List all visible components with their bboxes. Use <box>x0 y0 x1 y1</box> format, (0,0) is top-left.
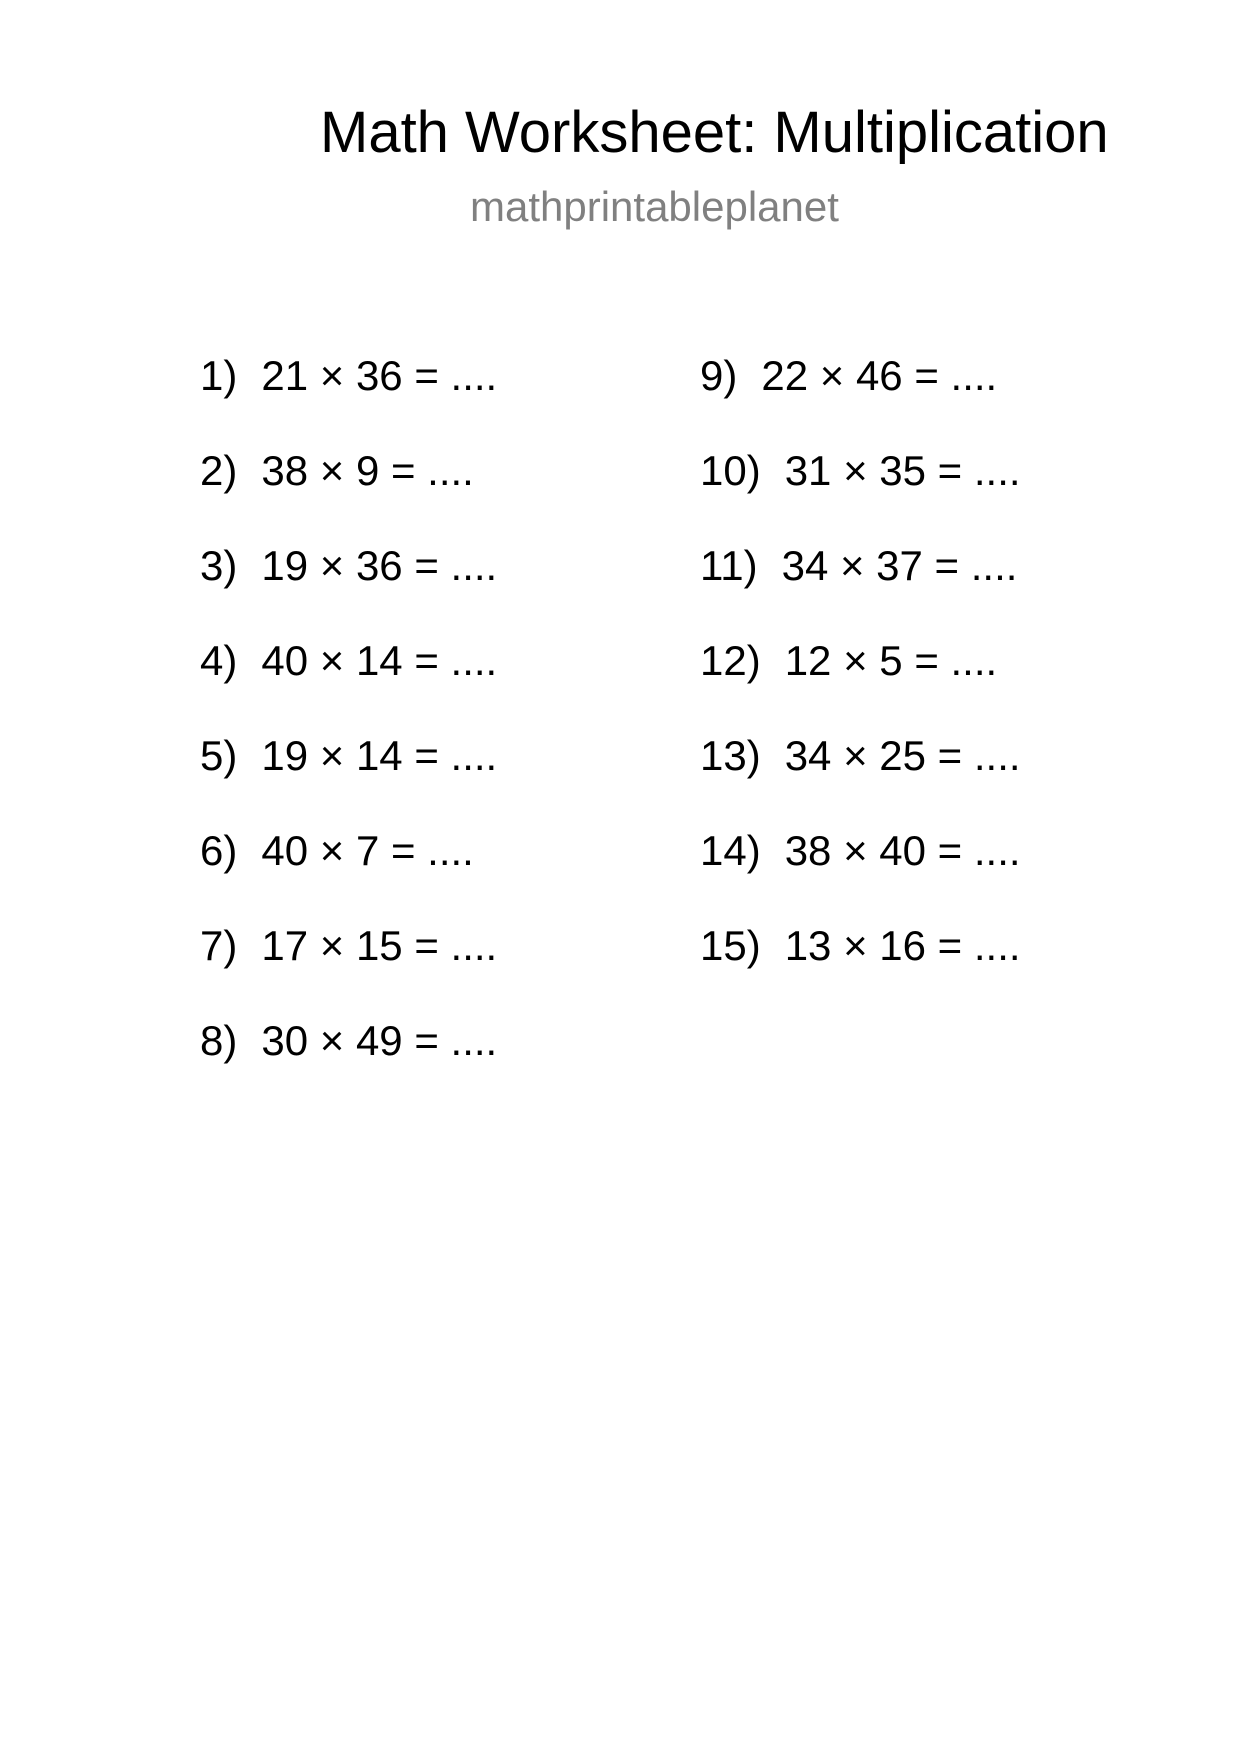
problem-item <box>200 446 474 496</box>
problem-item <box>700 921 1021 971</box>
problem-item <box>700 826 1021 876</box>
problem-number: 10) <box>700 447 761 494</box>
problem-expression: 40 × 14 = .... <box>261 637 498 684</box>
problem-number: 7) <box>200 922 238 969</box>
problem-item <box>200 921 497 971</box>
problem-expression: 12 × 5 = .... <box>784 637 998 684</box>
problem-item <box>200 351 497 401</box>
problem-item <box>200 1016 497 1066</box>
problem-item <box>200 826 474 876</box>
problem-expression: 30 × 49 = .... <box>261 1017 498 1064</box>
problem-number: 9) <box>700 352 738 399</box>
problem-expression: 19 × 36 = .... <box>261 542 498 589</box>
problem-number: 4) <box>200 637 238 684</box>
problem-number: 2) <box>200 447 238 494</box>
problem-expression: 38 × 40 = .... <box>784 827 1021 874</box>
worksheet-title: Math Worksheet: Multiplication <box>320 100 1109 165</box>
problem-expression: 21 × 36 = .... <box>261 352 498 399</box>
problem-item <box>200 731 497 781</box>
problem-number: 3) <box>200 542 238 589</box>
problem-expression: 31 × 35 = .... <box>784 447 1021 494</box>
problem-item <box>200 636 497 686</box>
problem-expression: 38 × 9 = .... <box>261 447 474 494</box>
problem-item <box>200 541 497 591</box>
problem-number: 8) <box>200 1017 238 1064</box>
problem-number: 6) <box>200 827 238 874</box>
problem-item <box>700 446 1021 496</box>
problem-number: 12) <box>700 637 761 684</box>
problem-number: 13) <box>700 732 761 779</box>
problem-item <box>700 351 997 401</box>
worksheet-subtitle: mathprintableplanet <box>470 183 839 230</box>
problem-item <box>700 541 1017 591</box>
problem-number: 5) <box>200 732 238 779</box>
problem-expression: 40 × 7 = .... <box>261 827 474 874</box>
problem-number: 11) <box>700 542 758 589</box>
problem-expression: 34 × 37 = .... <box>781 542 1018 589</box>
problem-expression: 13 × 16 = .... <box>784 922 1021 969</box>
problem-expression: 19 × 14 = .... <box>261 732 498 779</box>
problem-expression: 17 × 15 = .... <box>261 922 498 969</box>
problem-expression: 34 × 25 = .... <box>784 732 1021 779</box>
problem-number: 15) <box>700 922 761 969</box>
problem-number: 1) <box>200 352 238 399</box>
problem-number: 14) <box>700 827 761 874</box>
problem-item <box>700 636 997 686</box>
problem-expression: 22 × 46 = .... <box>761 352 998 399</box>
problem-item <box>700 731 1021 781</box>
